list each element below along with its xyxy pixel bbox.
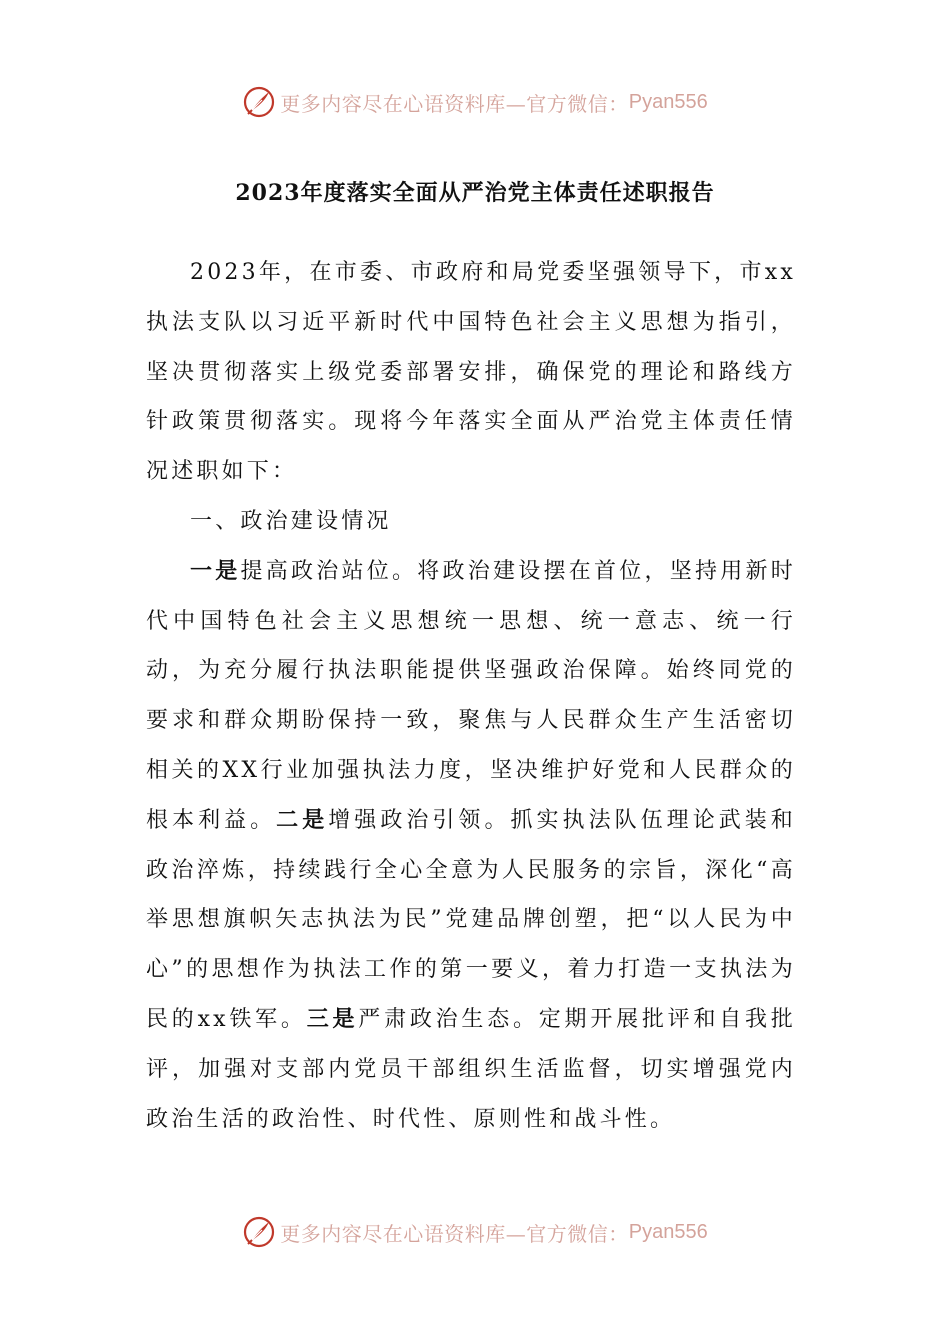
document-title: 2023年度落实全面从严治党主体责任述职报告 — [235, 180, 715, 206]
item-label-1: 一是 — [190, 557, 241, 584]
quill-logo-icon — [242, 1215, 276, 1249]
item-label-3: 三是 — [306, 1005, 359, 1032]
section-heading: 一、政治建设情况 — [190, 508, 392, 534]
header-watermark — [0, 82, 950, 122]
item-label-2: 二是 — [276, 806, 329, 833]
watermark-text: 更多内容尽在心语资料库—官方微信： — [280, 1221, 629, 1246]
quill-logo-icon — [242, 85, 276, 119]
footer-watermark — [0, 1212, 950, 1252]
section-paragraph — [146, 547, 796, 1145]
item-text-2: 增强政治引领。抓实执法队伍理论武装和政治淬炼，持续践行全心全意为人民服务的宗旨，深化“高举思想旗帜矢志执法为民”党建品牌创塑，把“以人民为中心”的思想作为执法工作的第一要义，着力打造一支执法为民的xx铁军。 — [146, 807, 796, 1032]
watermark-wechat-id: Pyan556 — [628, 1220, 708, 1243]
item-text-1: 提高政治站位。将政治建设摆在首位，坚持用新时代中国特色社会主义思想统一思想、统一意志、统一行动，为充分履行执法职能提供坚强政治保障。始终同党的要求和群众期盼保持一致，聚焦与人民群众生产生活密切相关的XX行业加强执法力度，坚决维护好党和人民群众的根本利益。 — [146, 558, 797, 833]
watermark-wechat-id: Pyan556 — [628, 90, 708, 113]
intro-paragraph: 2023年，在市委、市政府和局党委坚强领导下，市xx执法支队以习近平新时代中国特色社会主义思想为指引，坚决贯彻落实上级党委部署安排，确保党的理论和路线方针政策贯彻落实。现将今年落实全面从严治党主体责任情况述职如下： — [146, 260, 796, 485]
document-body — [146, 248, 796, 1144]
item-text-3: 严肃政治生态。定期开展批评和自我批评，加强对支部内党员干部组织生活监督，切实增强党内政治生活的政治性、时代性、原则性和战斗性。 — [146, 1006, 797, 1132]
watermark-text: 更多内容尽在心语资料库—官方微信： — [280, 91, 629, 116]
